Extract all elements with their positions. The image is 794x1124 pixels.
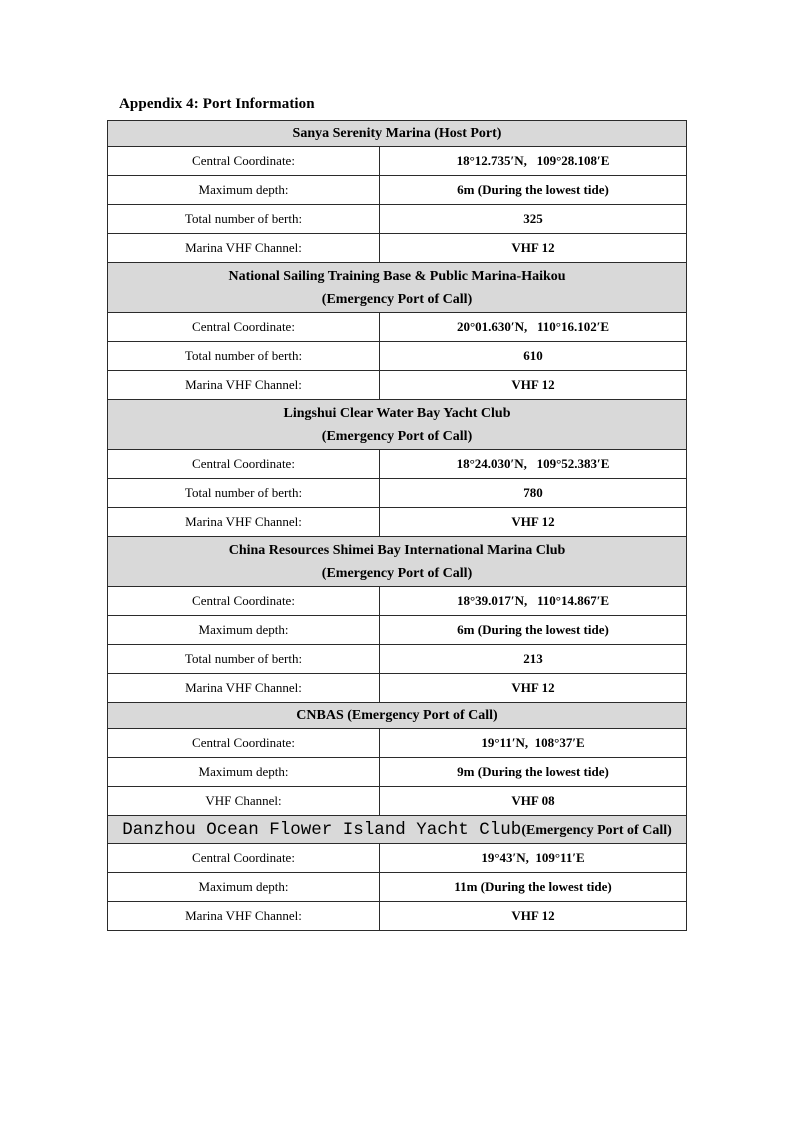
table-row: [108, 758, 687, 787]
row-value-cell: 11m (During the lowest tide): [380, 873, 687, 902]
section-title-mono: Danzhou Ocean Flower Island Yacht Club: [122, 819, 522, 840]
row-label-cell: Central Coordinate:: [108, 587, 380, 616]
section-title-line2: (Emergency Port of Call): [321, 291, 473, 307]
table-row: [108, 902, 687, 931]
section-header-cell: CNBAS (Emergency Port of Call): [108, 703, 687, 729]
table-row: [108, 587, 687, 616]
row-label-cell: Central Coordinate:: [108, 450, 380, 479]
row-value-cell: VHF 08: [380, 787, 687, 816]
row-value-cell: 610: [380, 342, 687, 371]
section-title-line2: (Emergency Port of Call): [321, 565, 473, 581]
row-value-cell: 6m (During the lowest tide): [380, 616, 687, 645]
section-header-haikou: [108, 263, 687, 313]
port-information-table: [107, 120, 687, 931]
row-label-cell: Total number of berth:: [108, 205, 380, 234]
row-label-cell: Central Coordinate:: [108, 147, 380, 176]
row-value-cell: 20°01.630′N, 110°16.102′E: [380, 313, 687, 342]
row-value-cell: 780: [380, 479, 687, 508]
row-label-cell: Total number of berth:: [108, 645, 380, 674]
section-title-suffix: (Emergency Port of Call): [521, 822, 672, 838]
section-title-line1: National Sailing Training Base & Public Marina-Haikou: [228, 268, 566, 284]
section-header-cell: [108, 263, 687, 313]
section-header-cell: Sanya Serenity Marina (Host Port): [108, 121, 687, 147]
row-value-cell: 18°24.030′N, 109°52.383′E: [380, 450, 687, 479]
row-value-cell: VHF 12: [380, 674, 687, 703]
table-row: [108, 616, 687, 645]
table-row: [108, 844, 687, 873]
section-header-shimei: [108, 537, 687, 587]
row-label-cell: Marina VHF Channel:: [108, 371, 380, 400]
row-value-cell: 9m (During the lowest tide): [380, 758, 687, 787]
table-row: [108, 371, 687, 400]
row-label-cell: Maximum depth:: [108, 616, 380, 645]
row-label-cell: Marina VHF Channel:: [108, 508, 380, 537]
row-value-cell: 6m (During the lowest tide): [380, 176, 687, 205]
section-title-line1: China Resources Shimei Bay International Marina Club: [228, 542, 566, 558]
section-title-line1: Lingshui Clear Water Bay Yacht Club: [283, 405, 511, 421]
table-row: [108, 313, 687, 342]
table-row: [108, 729, 687, 758]
table-row: [108, 674, 687, 703]
row-value-cell: VHF 12: [380, 508, 687, 537]
row-value-cell: 18°39.017′N, 110°14.867′E: [380, 587, 687, 616]
row-label-cell: Maximum depth:: [108, 873, 380, 902]
section-title-line2: (Emergency Port of Call): [321, 428, 473, 444]
row-value-cell: 18°12.735′N, 109°28.108′E: [380, 147, 687, 176]
row-label-cell: Marina VHF Channel:: [108, 674, 380, 703]
section-header-cell: [108, 400, 687, 450]
row-value-cell: VHF 12: [380, 902, 687, 931]
row-label-cell: Maximum depth:: [108, 758, 380, 787]
section-header-cell: [108, 816, 687, 844]
table-row: [108, 645, 687, 674]
table-row: [108, 205, 687, 234]
section-header-sanya: [108, 121, 687, 147]
table-row: [108, 479, 687, 508]
table-row: [108, 787, 687, 816]
section-header-cell: [108, 537, 687, 587]
section-header-cnbas: [108, 703, 687, 729]
table-row: [108, 147, 687, 176]
row-value-cell: 19°43′N, 109°11′E: [380, 844, 687, 873]
row-label-cell: Marina VHF Channel:: [108, 902, 380, 931]
row-label-cell: Total number of berth:: [108, 479, 380, 508]
row-value-cell: VHF 12: [380, 371, 687, 400]
row-label-cell: VHF Channel:: [108, 787, 380, 816]
table-row: [108, 342, 687, 371]
row-label-cell: Central Coordinate:: [108, 844, 380, 873]
section-header-lingshui: [108, 400, 687, 450]
table-row: [108, 508, 687, 537]
section-header-danzhou: [108, 816, 687, 844]
appendix-title: Appendix 4: Port Information: [119, 96, 315, 112]
row-label-cell: Central Coordinate:: [108, 313, 380, 342]
table-row: [108, 450, 687, 479]
row-value-cell: 325: [380, 205, 687, 234]
table-row: [108, 873, 687, 902]
row-label-cell: Central Coordinate:: [108, 729, 380, 758]
row-label-cell: Maximum depth:: [108, 176, 380, 205]
row-value-cell: 19°11′N, 108°37′E: [380, 729, 687, 758]
table-row: [108, 176, 687, 205]
row-value-cell: VHF 12: [380, 234, 687, 263]
table-row: [108, 234, 687, 263]
row-value-cell: 213: [380, 645, 687, 674]
row-label-cell: Total number of berth:: [108, 342, 380, 371]
row-label-cell: Marina VHF Channel:: [108, 234, 380, 263]
